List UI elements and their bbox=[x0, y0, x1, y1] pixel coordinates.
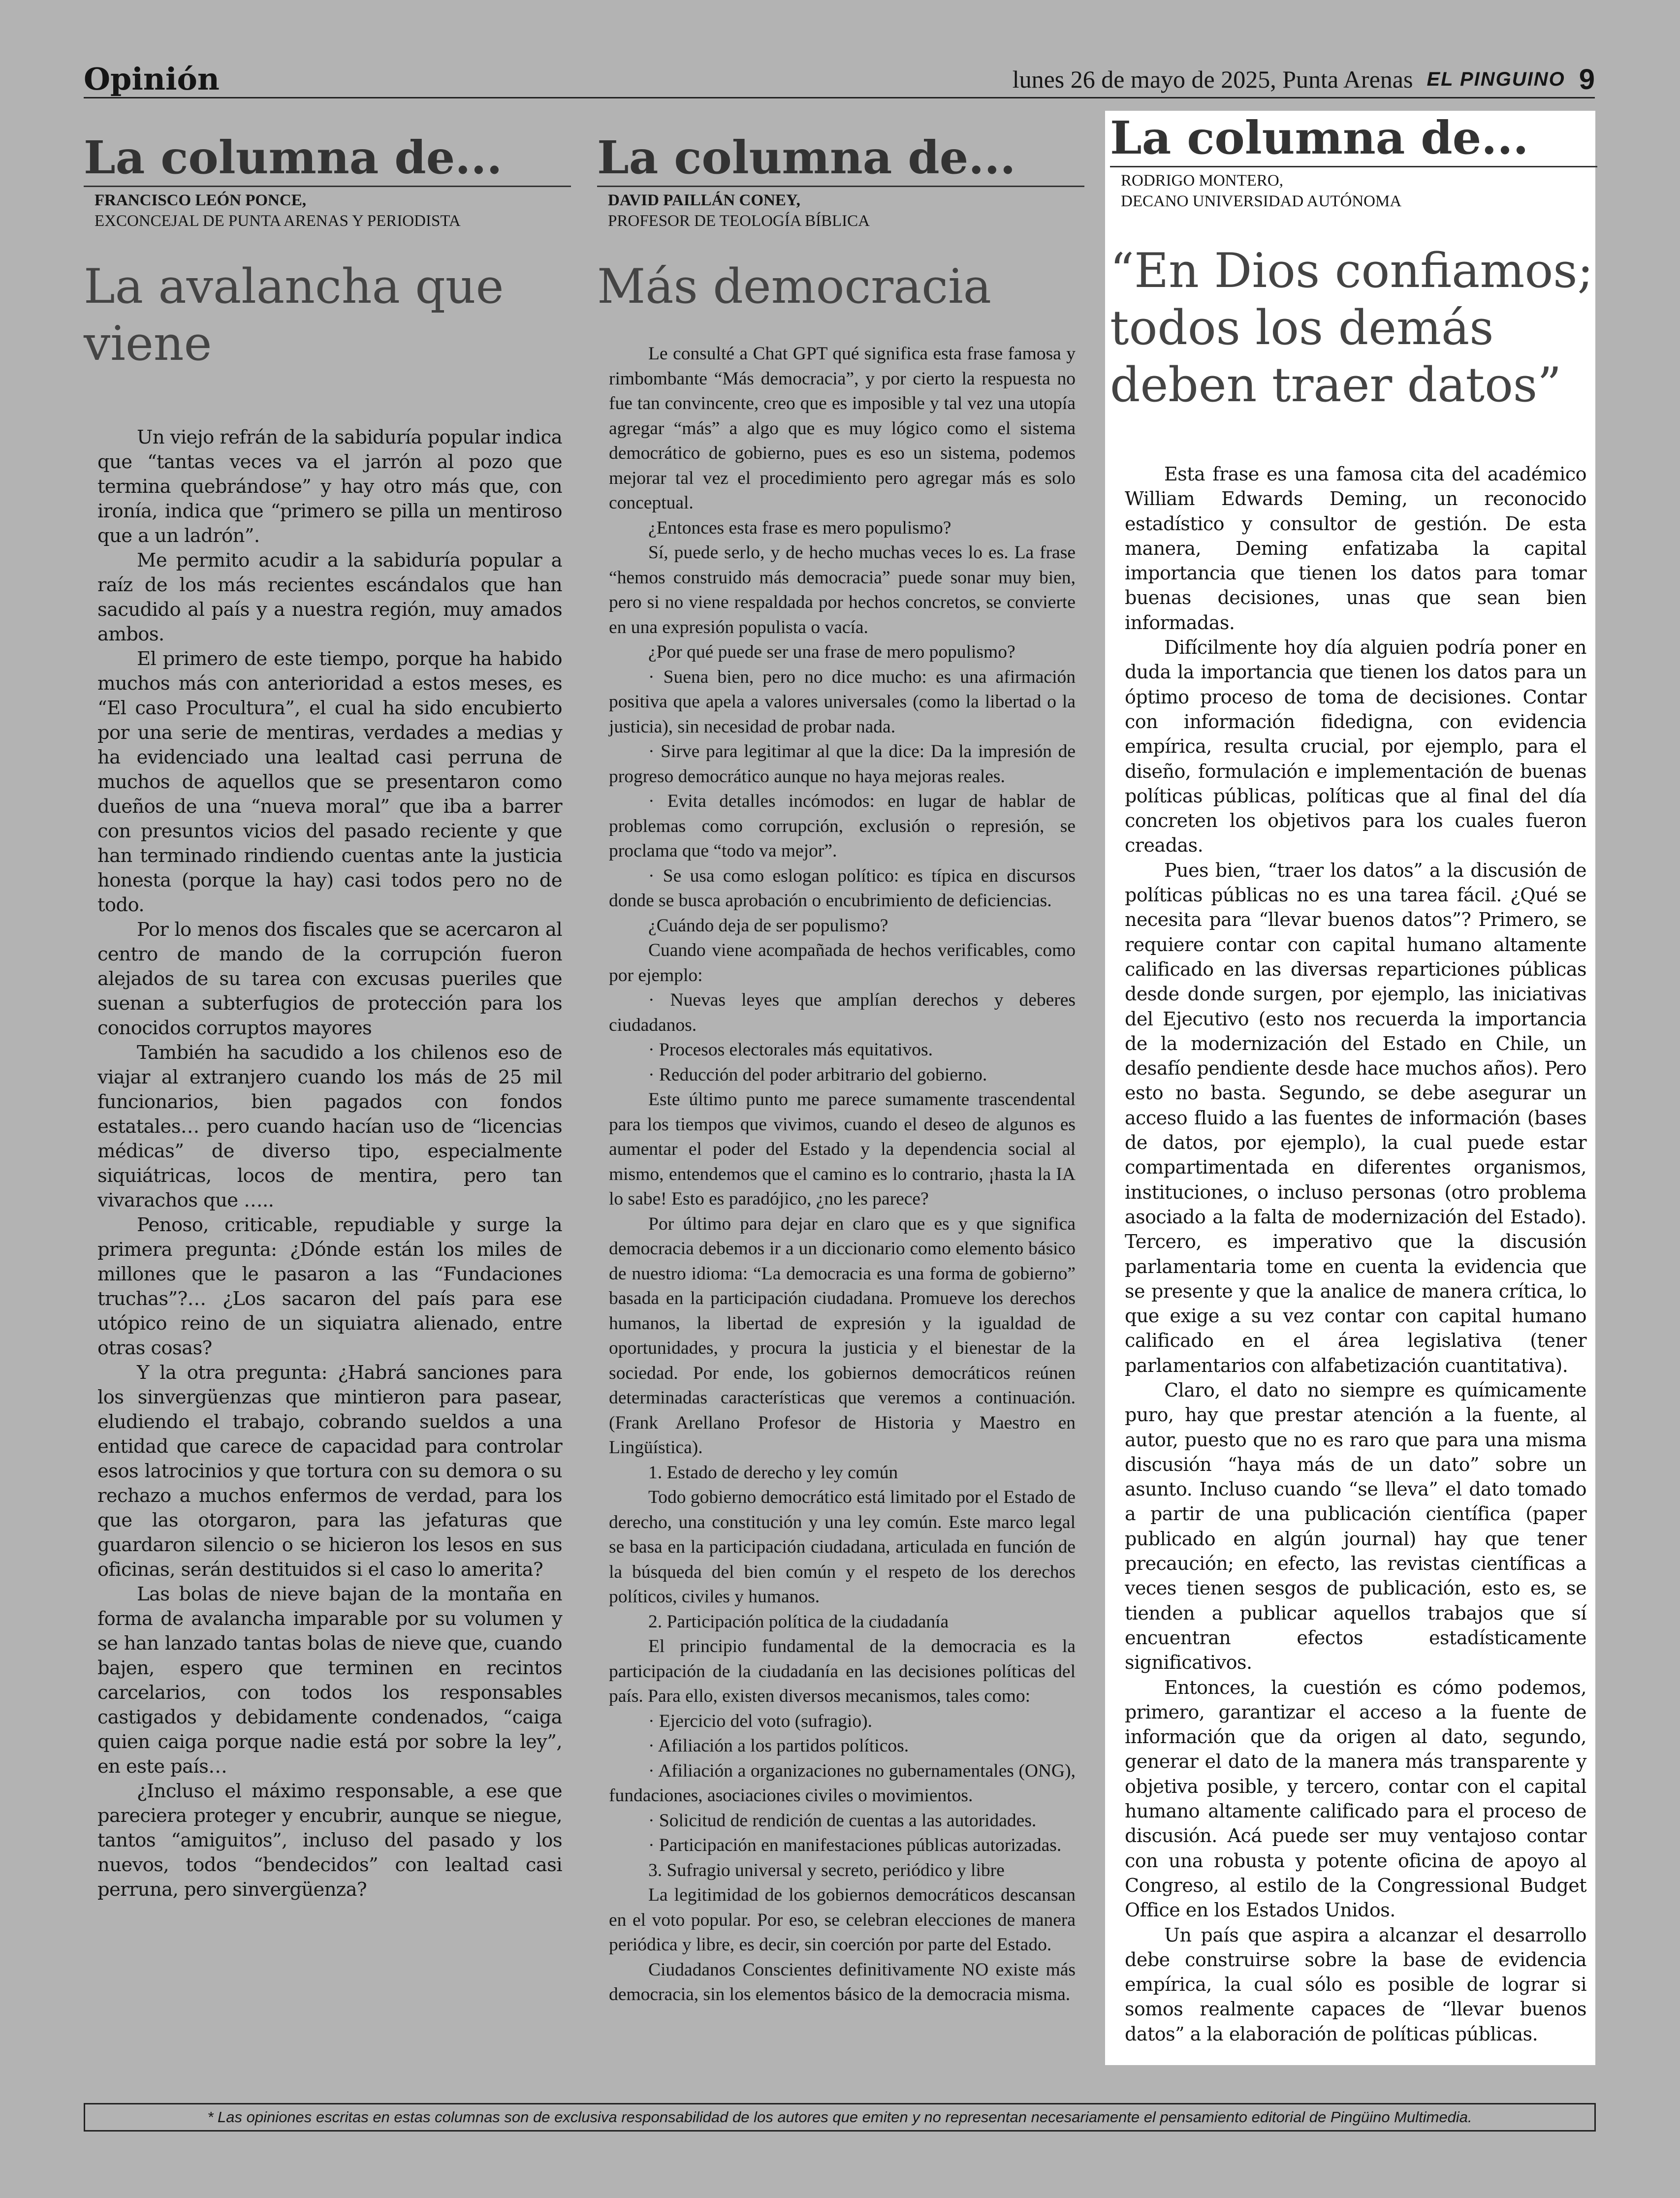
dateline: lunes 26 de mayo de 2025, Punta Arenas bbox=[1012, 65, 1413, 93]
article-headline: La avalancha que viene bbox=[84, 259, 504, 371]
byline bbox=[608, 190, 1084, 231]
byline bbox=[1121, 170, 1597, 212]
paragraph: · Se usa como eslogan político: es típica en discursos donde se busca aprobación o encubrimiento de deficiencias. bbox=[609, 865, 1076, 911]
article-body bbox=[1110, 462, 1597, 2046]
paragraph: Y la otra pregunta: ¿Habrá sanciones para los sinvergüenzas que mintieron para pasear, eludiendo el trabajo, cobrando sueldos a una entidad que carece de capacidad para controlar esos latrocinios y que tortura con su demora o su rechazo a muchos enfermos de verdad, para los que las otorgaron, para las jefaturas que guardaron silencio o se hicieron los lesos en sus oficinas, serán destituidos si el caso lo amerita? bbox=[97, 1362, 562, 1581]
paragraph: Este último punto me parece sumamente trascendental para los tiempos que vivimos, cuando el deseo de algunos es aumentar el poder del Estado y la dependencia social al mismo, entendemos que el camino es lo contrario, ¡hasta la IA lo sabe! Esto es paradójico, ¿no les parece? bbox=[609, 1089, 1076, 1209]
paragraph: · Solicitud de rendición de cuentas a las autoridades. bbox=[648, 1810, 1037, 1831]
column-title: La columna de... bbox=[1110, 111, 1597, 167]
paragraph: · Afiliación a organizaciones no gubernamentales (ONG), fundaciones, asociaciones civiles o movimientos. bbox=[609, 1760, 1076, 1806]
column-title: La columna de... bbox=[597, 130, 1084, 187]
article-body bbox=[597, 342, 1084, 2007]
paragraph: El principio fundamental de la democracia es la participación de la ciudadanía en las decisiones políticas del país. Para ello, existen diversos mecanismos, tales como: bbox=[609, 1636, 1076, 1706]
paragraph: Por lo menos dos fiscales que se acercaron al centro de mando de la corrupción fueron alejados de su tarea con excusas pueriles que suenan a subterfugios de protección para los conocidos corruptos mayores bbox=[97, 919, 562, 1039]
paragraph: Pues bien, “traer los datos” a la discusión de políticas públicas no es una tarea fácil. ¿Qué se necesita para “llevar buenos datos”? Primero, se requiere contar con capital humano altamente calificado en las diversas reparticiones públicas desde donde surgen, por ejemplo, las iniciativas del Ejecutivo (esto nos recuerda la importancia de la modernización del Estado en Chile, un desafío pendiente desde hace muchos años). Pero esto no basta. Segundo, se debe asegurar un acceso fluido a las fuentes de información (bases de datos, por ejemplo), la cual puede estar compartimentada en diferentes organismos, instituciones, o incluso personas (otro problema asociado a la falta de modernización del Estado). Tercero, es imperativo que la discusión parlamentaria tome en cuenta la evidencia que se presente y que la analice de manera crítica, lo que exige a su vez contar con capital humano calificado en el área legislativa (tener parlamentarios con alfabetización cuantitativa). bbox=[1125, 859, 1586, 1376]
paragraph: 2. Participación política de la ciudadanía bbox=[648, 1611, 949, 1632]
paragraph: ¿Por qué puede ser una frase de mero populismo? bbox=[648, 642, 1015, 662]
author-name: DAVID PAILLÁN CONEY, bbox=[608, 191, 800, 209]
paragraph: · Nuevas leyes que amplían derechos y deberes ciudadanos. bbox=[609, 990, 1076, 1035]
paragraph: La legitimidad de los gobiernos democráticos descansan en el voto popular. Por eso, se celebran elecciones de manera periódica y libre, es decir, sin coerción por parte del Estado. bbox=[609, 1885, 1076, 1955]
author-name: RODRIGO MONTERO, bbox=[1121, 172, 1283, 190]
paragraph: Por último para dejar en claro que es y que significa democracia debemos ir a un diccionario como elemento básico de nuestro idioma: “La democracia es una forma de gobierno” basada en la participación ciudadana. Promueve los derechos humanos, la libertad de expresión y la igualdad de oportunidades, y procura la justicia y el bienestar de la sociedad. Por ende, los gobiernos democráticos reúnen determinadas características que veremos a continuación. (Frank Arellano Profesor de Historia y Maestro en Lingüística). bbox=[609, 1213, 1076, 1458]
paragraph: Un país que aspira a alcanzar el desarrollo debe construirse sobre la base de evidencia empírica, la cual sólo es posible de lograr si somos realmente capaces de “llevar buenos datos” a la elaboración de políticas públicas. bbox=[1125, 1924, 1586, 2045]
author-name: FRANCISCO LEÓN PONCE, bbox=[95, 191, 306, 209]
disclaimer-box bbox=[84, 2103, 1596, 2132]
column-2 bbox=[597, 130, 1084, 2007]
header-brand bbox=[1013, 62, 1595, 97]
paragraph: · Suena bien, pero no dice mucho: es una afirmación positiva que apela a valores universales (como la libertad o la justicia), sin necesidad de probar nada. bbox=[609, 667, 1076, 737]
paragraph: Entonces, la cuestión es cómo podemos, primero, garantizar el acceso a la fuente de información que da origen al dato, segundo, generar el dato de la manera más transparente y objetiva posible, y tercero, contar con el capital humano altamente calificado para el proceso de discusión. Acá puede ser muy ventajoso contar con una robusta y potente oficina de apoyo al Congreso, al estilo de la Congressional Budget Office en los Estados Unidos. bbox=[1125, 1676, 1586, 1921]
paragraph: Difícilmente hoy día alguien podría poner en duda la importancia que tienen los datos para un óptimo proceso de toma de decisiones. Contar con información fidedigna, con evidencia empírica, resulta crucial, por ejemplo, para el diseño, formulación e implementación de buenas políticas públicas, políticas que al final del día concreten los objetivos para los cuales fueron creadas. bbox=[1125, 637, 1586, 857]
paragraph: Las bolas de nieve bajan de la montaña en forma de avalancha imparable por su volumen y se han lanzado tantas bolas de nieve que, cuando bajen, espero que terminen en recintos carcelarios, con todos los responsables castigados y debidamente condenados, “caiga quien caiga porque nadie está por sobre la ley”, en este país… bbox=[97, 1583, 562, 1778]
paragraph: Sí, puede serlo, y de hecho muchas veces lo es. La frase “hemos construido más democracia” puede sonar muy bien, pero si no viene respaldada por hechos concretos, se convierte en una expresión populista o vacía. bbox=[609, 542, 1076, 637]
paragraph: Ciudadanos Conscientes definitivamente NO existe más democracia, sin los elementos básico de la democracia misma. bbox=[609, 1959, 1076, 2005]
author-role: EXCONCEJAL DE PUNTA ARENAS Y PERIODISTA bbox=[95, 212, 461, 230]
newspaper-logo: EL PINGUINO bbox=[1426, 68, 1565, 90]
article-headline: Más democracia bbox=[597, 259, 991, 314]
paragraph: Le consulté a Chat GPT qué significa esta frase famosa y rimbombante “Más democracia”, y por cierto la respuesta no fue tan convincente, creo que es imposible y tal vez una utopía agregar “más” a algo que es muy lógico como el sistema democrático de gobierno, pues es eso un sistema, podemos mejorar tal vez el procedimiento pero agregar más es solo conceptual. bbox=[609, 344, 1076, 513]
paragraph: También ha sacudido a los chilenos eso de viajar al extranjero cuando los más de 25 mil funcionarios, bien pagados con fondos estatales… pero cuando hacían uso de “licencias médicas” de diverso tipo, especialmente siquiátricas, locos de mentira, pero tan vivarachos que ….. bbox=[97, 1042, 562, 1211]
page-number: 9 bbox=[1579, 63, 1595, 96]
column-3 bbox=[1110, 111, 1597, 2046]
paragraph: · Ejercicio del voto (sufragio). bbox=[648, 1711, 873, 1731]
disclaimer-text: * Las opiniones escritas en estas columnas son de exclusiva responsabilidad de los autores que emiten y no representan necesariamente el pensamiento editorial de Pingüino Multimedia. bbox=[207, 2108, 1472, 2126]
article-body bbox=[84, 425, 571, 1902]
paragraph: Esta frase es una famosa cita del académico William Edwards Deming, un reconocido estadístico y consultor de gestión. De esta manera, Deming enfatizaba la capital importancia que tienen los datos para tomar buenas decisiones, unas que sean bien informadas. bbox=[1125, 463, 1586, 634]
paragraph: · Afiliación a los partidos políticos. bbox=[648, 1736, 909, 1756]
byline bbox=[95, 190, 571, 231]
paragraph: El primero de este tiempo, porque ha habido muchos más con anterioridad a estos meses, es “El caso Procultura”, el cual ha sido encubierto por una serie de mentiras, verdades a medias y ha evidenciado una lealtad casi perruna de muchos de aquellos que se presentaron como dueños de una “nueva moral” que iba a barrer con presuntos vicios del pasado reciente y que han terminado rindiendo cuentas ante la justicia honesta (porque la hay) casi todos pero no de todo. bbox=[97, 648, 562, 916]
paragraph: · Sirve para legitimar al que la dice: Da la impresión de progreso democrático aunque no haya mejoras reales. bbox=[609, 741, 1076, 787]
paragraph: Claro, el dato no siempre es químicamente puro, hay que prestar atención a la fuente, al autor, puesto que no es raro que para una misma discusión “haya más de un dato” sobre un asunto. Incluso cuando “se lleva” el dato tomado a partir de una publicación científica (paper publicado en algún journal) hay que tener precaución; en efecto, las revistas científicas a veces tienen sesgos de publicación, esto es, se tienden a publicar aquellos trabajos que sí encuentran efectos estadísticamente significativos. bbox=[1125, 1379, 1586, 1674]
paragraph: ¿Entonces esta frase es mero populismo? bbox=[648, 517, 951, 538]
paragraph: ¿Incluso el máximo responsable, a ese que pareciera proteger y encubrir, aunque se niegue, tantos “amiguitos”, incluso del pasado y los nuevos, todos “bendecidos” con lealtad casi perruna, pero sinvergüenza? bbox=[97, 1780, 562, 1901]
paragraph: ¿Cuándo deja de ser populismo? bbox=[648, 915, 888, 936]
article-headline: “En Dios confiamos; todos los demás deben traer datos” bbox=[1110, 243, 1593, 413]
paragraph: Penoso, criticable, repudiable y surge la primera pregunta: ¿Dónde están los miles de millones que le pasaron a las “Fundaciones truchas”?… ¿Los sacaron del país para ese utópico reino de un siquiatra alienado, entre otras cosas? bbox=[97, 1214, 562, 1359]
paragraph: 3. Sufragio universal y secreto, periódico y libre bbox=[648, 1860, 1005, 1880]
paragraph: Un viejo refrán de la sabiduría popular indica que “tantas veces va el jarrón al pozo que termina quebrándose” y hay otro más que, con ironía, indica que “primero se pilla un mentiroso que a un ladrón”. bbox=[97, 426, 562, 547]
column-title: La columna de... bbox=[84, 130, 571, 187]
paragraph: 1. Estado de derecho y ley común bbox=[648, 1462, 898, 1483]
page-header bbox=[84, 62, 1595, 98]
author-role: PROFESOR DE TEOLOGÍA BÍBLICA bbox=[608, 212, 870, 230]
paragraph: · Evita detalles incómodos: en lugar de hablar de problemas como corrupción, exclusión o represión, se proclama que “todo va mejor”. bbox=[609, 791, 1076, 861]
paragraph: · Reducción del poder arbitrario del gobierno. bbox=[648, 1064, 987, 1085]
paragraph: Cuando viene acompañada de hechos verificables, como por ejemplo: bbox=[609, 940, 1076, 986]
section-title: Opinión bbox=[84, 61, 220, 97]
author-role: DECANO UNIVERSIDAD AUTÓNOMA bbox=[1121, 192, 1402, 210]
paragraph: · Procesos electorales más equitativos. bbox=[648, 1040, 933, 1060]
paragraph: · Participación en manifestaciones públicas autorizadas. bbox=[648, 1835, 1062, 1855]
column-1 bbox=[84, 130, 571, 1902]
paragraph: Todo gobierno democrático está limitado por el Estado de derecho, una constitución y una ley común. Este marco legal se basa en la participación ciudadana, articulada en función de la búsqueda del bien común y el respeto de los derechos políticos, civiles y humanos. bbox=[609, 1487, 1076, 1607]
paragraph: Me permito acudir a la sabiduría popular a raíz de los más recientes escándalos que han sacudido al país y a nuestra región, muy amados ambos. bbox=[97, 549, 562, 645]
